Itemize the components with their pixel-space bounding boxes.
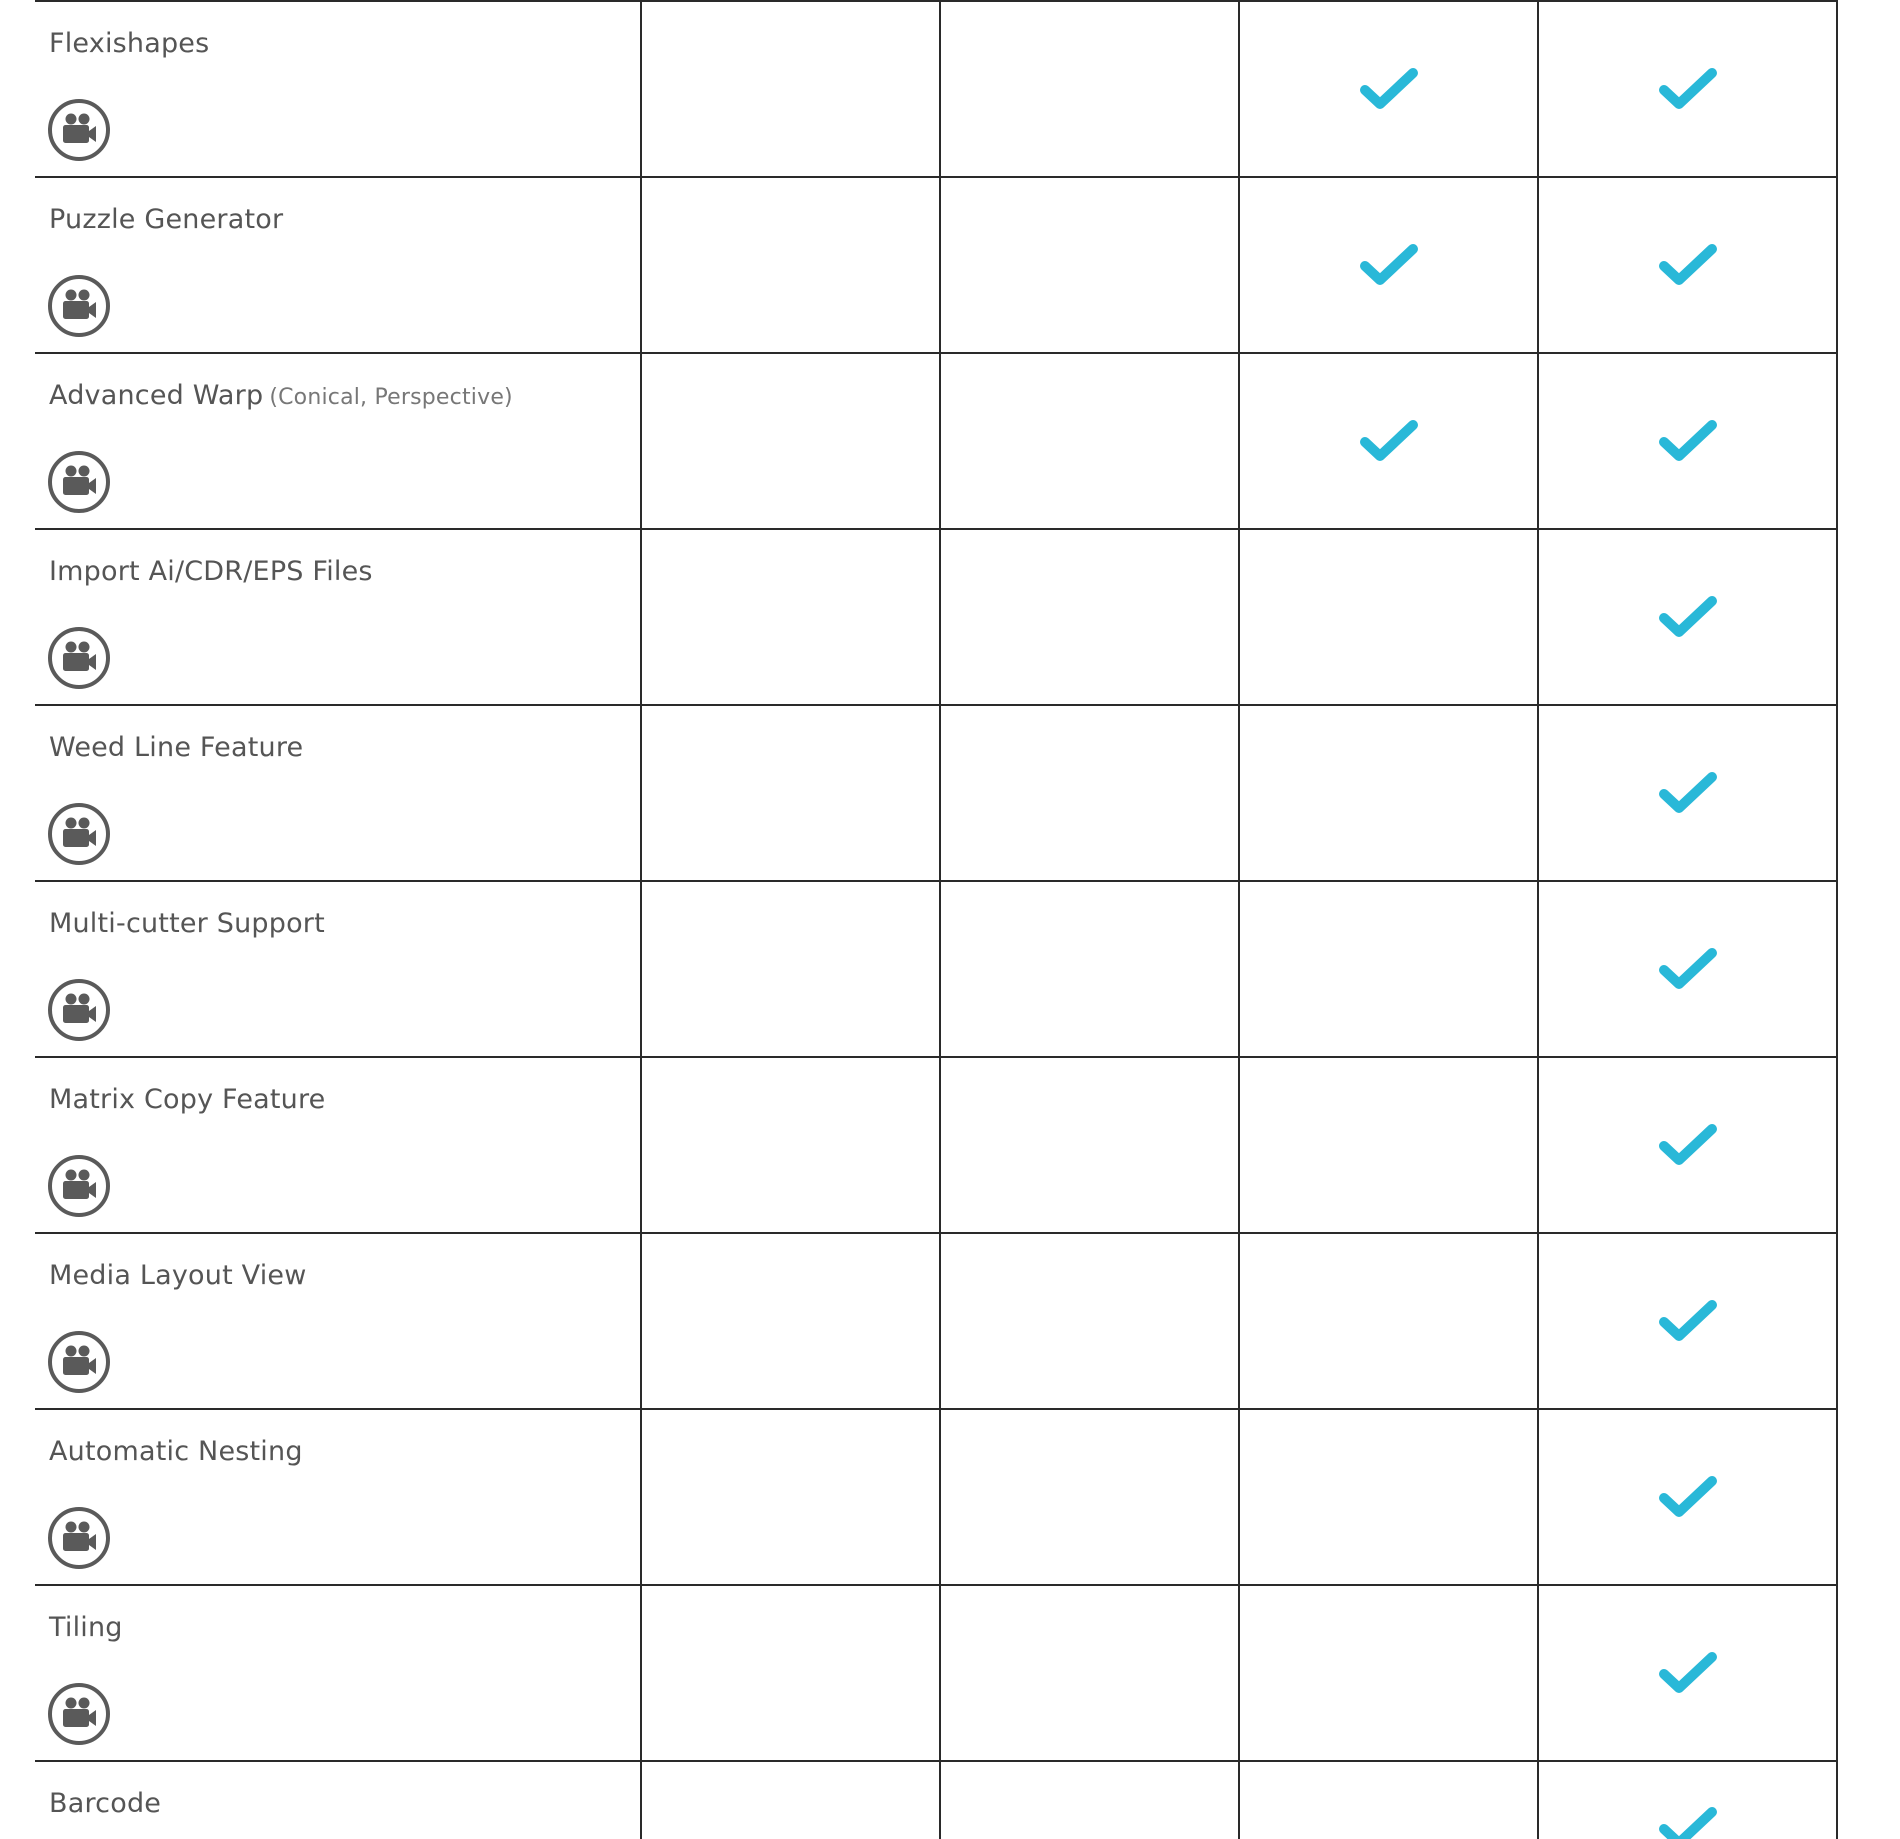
feature-name xyxy=(49,1260,307,1291)
feature-cell xyxy=(35,1585,641,1761)
checkmark-icon xyxy=(1659,946,1717,992)
tier-2-cell xyxy=(940,1233,1239,1409)
feature-cell xyxy=(35,529,641,705)
tier-1-cell xyxy=(641,1761,940,1839)
feature-name xyxy=(49,28,209,59)
table-row xyxy=(35,1761,1837,1839)
tier-2-cell xyxy=(940,1,1239,177)
tier-2-cell xyxy=(940,881,1239,1057)
tier-1-cell xyxy=(641,1409,940,1585)
feature-name xyxy=(49,1084,326,1115)
tier-2-cell xyxy=(940,529,1239,705)
feature-name xyxy=(49,1788,161,1819)
tier-4-cell xyxy=(1538,1233,1837,1409)
feature-cell xyxy=(35,705,641,881)
table-row xyxy=(35,1057,1837,1233)
checkmark-icon xyxy=(1659,770,1717,816)
tier-3-cell xyxy=(1239,353,1538,529)
table-row xyxy=(35,353,1837,529)
tier-4-cell xyxy=(1538,1585,1837,1761)
feature-label: Weed Line Feature xyxy=(49,732,304,763)
feature-name xyxy=(49,380,513,411)
feature-cell xyxy=(35,1409,641,1585)
table-row xyxy=(35,177,1837,353)
feature-label: Tiling xyxy=(49,1612,123,1643)
video-camera-icon[interactable] xyxy=(47,1682,111,1746)
checkmark-icon xyxy=(1659,1474,1717,1520)
tier-3-cell xyxy=(1239,1585,1538,1761)
tier-3-cell xyxy=(1239,1409,1538,1585)
checkmark-icon xyxy=(1360,418,1418,464)
video-camera-icon[interactable] xyxy=(47,1154,111,1218)
video-camera-icon[interactable] xyxy=(47,1330,111,1394)
tier-4-cell xyxy=(1538,1409,1837,1585)
video-camera-icon[interactable] xyxy=(47,978,111,1042)
table-row xyxy=(35,881,1837,1057)
table-row xyxy=(35,1585,1837,1761)
tier-2-cell xyxy=(940,1057,1239,1233)
feature-label: Flexishapes xyxy=(49,28,210,59)
checkmark-icon xyxy=(1360,242,1418,288)
checkmark-icon xyxy=(1659,594,1717,640)
feature-name xyxy=(49,1436,303,1467)
tier-2-cell xyxy=(940,1761,1239,1839)
feature-comparison-table xyxy=(35,0,1838,1839)
table-row xyxy=(35,1409,1837,1585)
tier-1-cell xyxy=(641,529,940,705)
feature-name xyxy=(49,556,373,587)
tier-1-cell xyxy=(641,705,940,881)
feature-label: Import Ai/CDR/EPS Files xyxy=(49,556,373,587)
tier-1-cell xyxy=(641,881,940,1057)
feature-cell xyxy=(35,1761,641,1839)
tier-4-cell xyxy=(1538,881,1837,1057)
video-camera-icon[interactable] xyxy=(47,1506,111,1570)
tier-4-cell xyxy=(1538,353,1837,529)
feature-cell xyxy=(35,1,641,177)
feature-label: Advanced Warp xyxy=(49,380,264,411)
feature-cell xyxy=(35,1057,641,1233)
tier-1-cell xyxy=(641,353,940,529)
tier-2-cell xyxy=(940,1585,1239,1761)
tier-2-cell xyxy=(940,705,1239,881)
table-row xyxy=(35,529,1837,705)
table-row xyxy=(35,1,1837,177)
table-row xyxy=(35,1233,1837,1409)
video-camera-icon[interactable] xyxy=(47,98,111,162)
feature-name xyxy=(49,732,303,763)
tier-3-cell xyxy=(1239,881,1538,1057)
feature-label: Matrix Copy Feature xyxy=(49,1084,326,1115)
checkmark-icon xyxy=(1659,1298,1717,1344)
tier-4-cell xyxy=(1538,705,1837,881)
feature-label: Automatic Nesting xyxy=(49,1436,303,1467)
tier-3-cell xyxy=(1239,1,1538,177)
feature-name xyxy=(49,908,325,939)
video-camera-icon[interactable] xyxy=(47,274,111,338)
tier-3-cell xyxy=(1239,529,1538,705)
tier-3-cell xyxy=(1239,177,1538,353)
feature-cell xyxy=(35,881,641,1057)
feature-name xyxy=(49,204,283,235)
tier-4-cell xyxy=(1538,529,1837,705)
tier-1-cell xyxy=(641,177,940,353)
table-row xyxy=(35,705,1837,881)
feature-name xyxy=(49,1612,123,1643)
tier-4-cell xyxy=(1538,1,1837,177)
checkmark-icon xyxy=(1659,1805,1717,1839)
feature-label: Multi-cutter Support xyxy=(49,908,325,939)
video-camera-icon[interactable] xyxy=(47,626,111,690)
checkmark-icon xyxy=(1659,242,1717,288)
tier-2-cell xyxy=(940,353,1239,529)
video-camera-icon[interactable] xyxy=(47,802,111,866)
tier-4-cell xyxy=(1538,177,1837,353)
video-camera-icon[interactable] xyxy=(47,450,111,514)
feature-label: Puzzle Generator xyxy=(49,204,284,235)
tier-3-cell xyxy=(1239,705,1538,881)
tier-4-cell xyxy=(1538,1761,1837,1839)
tier-3-cell xyxy=(1239,1761,1538,1839)
tier-1-cell xyxy=(641,1585,940,1761)
feature-cell xyxy=(35,1233,641,1409)
tier-2-cell xyxy=(940,1409,1239,1585)
tier-3-cell xyxy=(1239,1057,1538,1233)
feature-label: Barcode xyxy=(49,1788,162,1819)
feature-note: (Conical, Perspective) xyxy=(269,385,513,410)
feature-label: Media Layout View xyxy=(49,1260,307,1291)
tier-3-cell xyxy=(1239,1233,1538,1409)
tier-1-cell xyxy=(641,1,940,177)
tier-4-cell xyxy=(1538,1057,1837,1233)
feature-cell xyxy=(35,353,641,529)
feature-cell xyxy=(35,177,641,353)
checkmark-icon xyxy=(1360,66,1418,112)
checkmark-icon xyxy=(1659,418,1717,464)
checkmark-icon xyxy=(1659,1650,1717,1696)
tier-2-cell xyxy=(940,177,1239,353)
checkmark-icon xyxy=(1659,1122,1717,1168)
tier-1-cell xyxy=(641,1057,940,1233)
checkmark-icon xyxy=(1659,66,1717,112)
tier-1-cell xyxy=(641,1233,940,1409)
